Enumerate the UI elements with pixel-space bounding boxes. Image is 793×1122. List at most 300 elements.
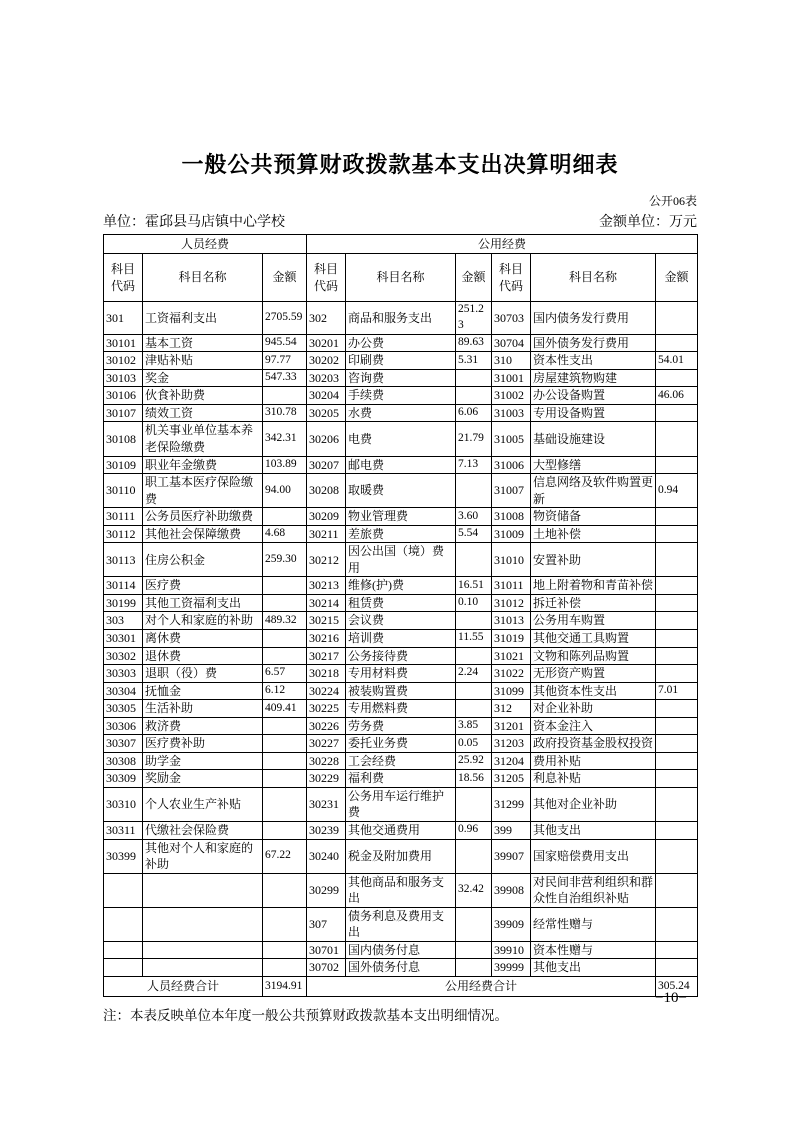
code-cell: 39908	[492, 873, 531, 907]
amount-cell: 0.96	[456, 822, 492, 840]
amount-cell	[656, 787, 698, 821]
amount-cell	[456, 839, 492, 873]
code-cell: 30703	[492, 302, 531, 335]
name-cell: 其他支出	[531, 822, 656, 840]
code-cell: 30202	[307, 352, 346, 370]
column-header-amount: 金额	[656, 254, 698, 302]
name-cell: 医疗费	[143, 577, 263, 595]
meta-row	[103, 211, 697, 231]
name-cell: 退休费	[143, 647, 263, 665]
amount-cell	[656, 456, 698, 474]
code-cell: 30113	[104, 543, 143, 577]
amount-cell: 310.78	[263, 404, 307, 422]
code-cell: 30108	[104, 422, 143, 456]
amount-cell: 6.06	[456, 404, 492, 422]
name-cell: 政府投资基金股权投资	[531, 735, 656, 753]
code-cell: 30114	[104, 577, 143, 595]
name-cell: 医疗费补助	[143, 735, 263, 753]
code-cell: 30305	[104, 700, 143, 718]
name-cell	[143, 941, 263, 959]
name-cell: 资本金注入	[531, 717, 656, 735]
code-cell: 30207	[307, 456, 346, 474]
page-number: −10−	[655, 990, 687, 1006]
name-cell: 经常性赠与	[531, 907, 656, 941]
name-cell: 取暖费	[346, 474, 456, 508]
code-cell: 30203	[307, 369, 346, 387]
table-row	[104, 787, 698, 821]
amount-cell: 251.23	[456, 302, 492, 335]
code-cell: 30311	[104, 822, 143, 840]
amount-cell	[263, 907, 307, 941]
amount-cell: 3.85	[456, 717, 492, 735]
amount-cell	[456, 474, 492, 508]
name-cell: 助学金	[143, 752, 263, 770]
code-cell: 31002	[492, 387, 531, 405]
amount-cell: 54.01	[656, 352, 698, 370]
code-cell: 30109	[104, 456, 143, 474]
code-cell	[104, 873, 143, 907]
code-cell: 302	[307, 302, 346, 335]
name-cell: 伙食补助费	[143, 387, 263, 405]
name-cell: 工资福利支出	[143, 302, 263, 335]
code-cell: 30107	[104, 404, 143, 422]
amount-cell: 945.54	[263, 334, 307, 352]
column-header-row	[104, 254, 698, 302]
code-cell: 31022	[492, 665, 531, 683]
name-cell: 资本性赠与	[531, 941, 656, 959]
table-row	[104, 334, 698, 352]
amount-cell	[456, 700, 492, 718]
amount-cell	[263, 787, 307, 821]
name-cell: 租赁费	[346, 594, 456, 612]
name-cell: 其他商品和服务支出	[346, 873, 456, 907]
name-cell: 奖励金	[143, 770, 263, 788]
amount-cell: 97.77	[263, 352, 307, 370]
table-row	[104, 630, 698, 648]
table-row	[104, 700, 698, 718]
page-title: 一般公共预算财政拨款基本支出决算明细表	[181, 152, 619, 177]
amount-cell	[263, 735, 307, 753]
amount-cell	[456, 787, 492, 821]
amount-cell	[263, 594, 307, 612]
code-cell: 30106	[104, 387, 143, 405]
code-cell: 310	[492, 352, 531, 370]
amount-cell	[263, 941, 307, 959]
table-row	[104, 647, 698, 665]
code-cell: 30301	[104, 630, 143, 648]
name-cell: 专用燃料费	[346, 700, 456, 718]
column-header-name: 科目名称	[531, 254, 656, 302]
amount-cell	[656, 752, 698, 770]
name-cell: 无形资产购置	[531, 665, 656, 683]
amount-cell	[656, 700, 698, 718]
amount-cell	[263, 959, 307, 977]
code-cell: 31099	[492, 682, 531, 700]
name-cell: 公务用车运行维护费	[346, 787, 456, 821]
amount-cell	[456, 907, 492, 941]
code-cell: 30110	[104, 474, 143, 508]
table-row	[104, 612, 698, 630]
name-cell: 绩效工资	[143, 404, 263, 422]
amount-cell	[263, 752, 307, 770]
table-row	[104, 543, 698, 577]
amount-cell	[656, 525, 698, 543]
name-cell: 维修(护)费	[346, 577, 456, 595]
name-cell: 国外债务付息	[346, 959, 456, 977]
amount-cell: 67.22	[263, 839, 307, 873]
amount-cell: 342.31	[263, 422, 307, 456]
name-cell: 电费	[346, 422, 456, 456]
amount-cell	[263, 717, 307, 735]
name-cell: 文物和陈列品购置	[531, 647, 656, 665]
code-cell: 31012	[492, 594, 531, 612]
code-cell: 30111	[104, 508, 143, 526]
table-row	[104, 404, 698, 422]
amount-cell	[656, 873, 698, 907]
table-row	[104, 717, 698, 735]
code-cell: 303	[104, 612, 143, 630]
code-cell: 30201	[307, 334, 346, 352]
amount-cell	[456, 612, 492, 630]
code-cell: 30227	[307, 735, 346, 753]
code-cell: 30309	[104, 770, 143, 788]
name-cell: 公务用车购置	[531, 612, 656, 630]
code-cell: 30224	[307, 682, 346, 700]
name-cell	[143, 907, 263, 941]
table-row	[104, 577, 698, 595]
name-cell: 物业管理费	[346, 508, 456, 526]
name-cell: 培训费	[346, 630, 456, 648]
amount-cell: 5.31	[456, 352, 492, 370]
name-cell: 信息网络及软件购置更新	[531, 474, 656, 508]
name-cell: 离休费	[143, 630, 263, 648]
name-cell: 生活补助	[143, 700, 263, 718]
name-cell: 津贴补贴	[143, 352, 263, 370]
name-cell: 咨询费	[346, 369, 456, 387]
amount-cell: 547.33	[263, 369, 307, 387]
expenditure-table	[103, 234, 698, 997]
code-cell: 312	[492, 700, 531, 718]
amount-cell	[263, 822, 307, 840]
table-row	[104, 959, 698, 977]
name-cell: 劳务费	[346, 717, 456, 735]
amount-cell: 0.10	[456, 594, 492, 612]
amount-cell	[456, 387, 492, 405]
amount-cell	[656, 594, 698, 612]
code-cell: 30112	[104, 525, 143, 543]
code-cell: 30212	[307, 543, 346, 577]
name-cell: 手续费	[346, 387, 456, 405]
table-row	[104, 369, 698, 387]
table-row	[104, 873, 698, 907]
amount-cell	[656, 822, 698, 840]
code-cell: 30303	[104, 665, 143, 683]
name-cell: 差旅费	[346, 525, 456, 543]
name-cell: 大型修缮	[531, 456, 656, 474]
form-number-label: 公开06表	[648, 194, 697, 208]
table-row	[104, 941, 698, 959]
column-header-code: 科目代码	[492, 254, 531, 302]
code-cell: 31201	[492, 717, 531, 735]
table-body	[104, 302, 698, 977]
amount-cell	[263, 508, 307, 526]
amount-cell: 18.56	[456, 770, 492, 788]
name-cell: 专用材料费	[346, 665, 456, 683]
name-cell: 代缴社会保险费	[143, 822, 263, 840]
name-cell: 对企业补助	[531, 700, 656, 718]
name-cell: 个人农业生产补贴	[143, 787, 263, 821]
code-cell: 30101	[104, 334, 143, 352]
name-cell	[143, 959, 263, 977]
code-cell: 31009	[492, 525, 531, 543]
name-cell: 国外债务发行费用	[531, 334, 656, 352]
code-cell: 31013	[492, 612, 531, 630]
public-total-value: 305.24	[656, 976, 698, 996]
amount-cell	[656, 959, 698, 977]
name-cell: 水费	[346, 404, 456, 422]
name-cell: 抚恤金	[143, 682, 263, 700]
amount-cell	[456, 959, 492, 977]
amount-cell: 103.89	[263, 456, 307, 474]
amount-cell	[656, 508, 698, 526]
code-cell: 31010	[492, 543, 531, 577]
amount-cell	[656, 404, 698, 422]
amount-cell	[656, 941, 698, 959]
amount-cell	[263, 647, 307, 665]
personnel-total-value: 3194.91	[263, 976, 307, 996]
amount-cell: 259.30	[263, 543, 307, 577]
column-header-amount: 金额	[456, 254, 492, 302]
name-cell: 其他交通费用	[346, 822, 456, 840]
name-cell: 债务利息及费用支出	[346, 907, 456, 941]
amount-cell	[656, 369, 698, 387]
name-cell: 土地补偿	[531, 525, 656, 543]
table-row	[104, 665, 698, 683]
amount-cell	[656, 422, 698, 456]
name-cell: 工会经费	[346, 752, 456, 770]
amount-cell	[656, 612, 698, 630]
name-cell: 专用设备购置	[531, 404, 656, 422]
code-cell: 30103	[104, 369, 143, 387]
amount-cell: 89.63	[456, 334, 492, 352]
amount-cell: 21.79	[456, 422, 492, 456]
code-cell: 31205	[492, 770, 531, 788]
code-cell: 30308	[104, 752, 143, 770]
code-cell: 30307	[104, 735, 143, 753]
amount-cell	[656, 334, 698, 352]
amount-cell	[656, 907, 698, 941]
code-cell: 30218	[307, 665, 346, 683]
name-cell	[143, 873, 263, 907]
name-cell: 职工基本医疗保险缴费	[143, 474, 263, 508]
name-cell: 委托业务费	[346, 735, 456, 753]
table-row	[104, 387, 698, 405]
amount-cell	[656, 770, 698, 788]
code-cell: 31299	[492, 787, 531, 821]
public-total-label: 公用经费合计	[307, 976, 656, 996]
code-cell: 31006	[492, 456, 531, 474]
name-cell: 税金及附加费用	[346, 839, 456, 873]
code-cell: 39907	[492, 839, 531, 873]
name-cell: 住房公积金	[143, 543, 263, 577]
code-cell: 30102	[104, 352, 143, 370]
table-row	[104, 682, 698, 700]
table-foot	[104, 976, 698, 996]
code-cell: 30228	[307, 752, 346, 770]
code-cell: 30206	[307, 422, 346, 456]
code-cell: 30204	[307, 387, 346, 405]
code-cell: 30239	[307, 822, 346, 840]
code-cell: 30310	[104, 787, 143, 821]
name-cell: 对民间非营利组织和群众性自治组织补贴	[531, 873, 656, 907]
amount-cell	[263, 630, 307, 648]
name-cell: 其他支出	[531, 959, 656, 977]
amount-cell	[656, 577, 698, 595]
column-header-code: 科目代码	[104, 254, 143, 302]
code-cell: 30299	[307, 873, 346, 907]
name-cell: 办公费	[346, 334, 456, 352]
name-cell: 因公出国（境）费用	[346, 543, 456, 577]
table-row	[104, 474, 698, 508]
column-header-code: 科目代码	[307, 254, 346, 302]
amount-cell	[456, 941, 492, 959]
name-cell: 机关事业单位基本养老保险缴费	[143, 422, 263, 456]
name-cell: 安置补助	[531, 543, 656, 577]
amount-cell: 46.06	[656, 387, 698, 405]
name-cell: 地上附着物和青苗补偿	[531, 577, 656, 595]
table-row	[104, 735, 698, 753]
page-content	[103, 0, 697, 1024]
group-header-row	[104, 235, 698, 254]
code-cell: 30225	[307, 700, 346, 718]
table-row	[104, 907, 698, 941]
code-cell: 399	[492, 822, 531, 840]
code-cell: 30702	[307, 959, 346, 977]
amount-cell: 7.13	[456, 456, 492, 474]
name-cell: 拆迁补偿	[531, 594, 656, 612]
code-cell: 30217	[307, 647, 346, 665]
name-cell: 救济费	[143, 717, 263, 735]
table-row	[104, 770, 698, 788]
code-cell: 30240	[307, 839, 346, 873]
amount-cell	[263, 770, 307, 788]
amount-cell: 25.92	[456, 752, 492, 770]
name-cell: 退职（役）费	[143, 665, 263, 683]
name-cell: 其他资本性支出	[531, 682, 656, 700]
name-cell: 其他对个人和家庭的补助	[143, 839, 263, 873]
column-header-name: 科目名称	[346, 254, 456, 302]
code-cell	[104, 959, 143, 977]
code-cell: 30211	[307, 525, 346, 543]
code-cell: 30208	[307, 474, 346, 508]
code-cell: 30704	[492, 334, 531, 352]
amount-cell	[656, 735, 698, 753]
code-cell: 307	[307, 907, 346, 941]
amount-cell	[656, 647, 698, 665]
code-cell: 30229	[307, 770, 346, 788]
name-cell: 印刷费	[346, 352, 456, 370]
code-cell: 30209	[307, 508, 346, 526]
code-cell: 31008	[492, 508, 531, 526]
amount-cell	[456, 647, 492, 665]
name-cell: 房屋建筑物购建	[531, 369, 656, 387]
name-cell: 基础设施建设	[531, 422, 656, 456]
name-cell: 公务员医疗补助缴费	[143, 508, 263, 526]
table-row	[104, 508, 698, 526]
name-cell: 利息补贴	[531, 770, 656, 788]
code-cell: 31019	[492, 630, 531, 648]
code-cell: 30205	[307, 404, 346, 422]
name-cell: 其他对企业补助	[531, 787, 656, 821]
code-cell	[104, 907, 143, 941]
name-cell: 办公设备购置	[531, 387, 656, 405]
amount-cell: 0.05	[456, 735, 492, 753]
amount-cell	[263, 873, 307, 907]
amount-cell: 0.94	[656, 474, 698, 508]
name-cell: 费用补贴	[531, 752, 656, 770]
code-cell: 31001	[492, 369, 531, 387]
table-row	[104, 422, 698, 456]
table-row	[104, 822, 698, 840]
table-note: 注：本表反映单位本年度一般公共预算财政拨款基本支出明细情况。	[103, 1007, 508, 1023]
code-cell: 31007	[492, 474, 531, 508]
amount-cell: 6.57	[263, 665, 307, 683]
name-cell: 福利费	[346, 770, 456, 788]
table-head	[104, 235, 698, 302]
name-cell: 物资储备	[531, 508, 656, 526]
table-row	[104, 839, 698, 873]
amount-cell	[656, 302, 698, 335]
unit-label: 单位：霍邱县马店镇中心学校	[103, 215, 285, 230]
code-cell: 30701	[307, 941, 346, 959]
code-cell: 31203	[492, 735, 531, 753]
amount-cell: 6.12	[263, 682, 307, 700]
code-cell: 30302	[104, 647, 143, 665]
name-cell: 国内债务发行费用	[531, 302, 656, 335]
name-cell: 奖金	[143, 369, 263, 387]
name-cell: 基本工资	[143, 334, 263, 352]
code-cell: 31021	[492, 647, 531, 665]
name-cell: 国家赔偿费用支出	[531, 839, 656, 873]
name-cell: 资本性支出	[531, 352, 656, 370]
amount-cell: 4.68	[263, 525, 307, 543]
group-header-personnel: 人员经费	[104, 235, 307, 254]
amount-cell	[656, 543, 698, 577]
name-cell: 会议费	[346, 612, 456, 630]
amount-cell: 5.54	[456, 525, 492, 543]
name-cell: 对个人和家庭的补助	[143, 612, 263, 630]
code-cell: 31011	[492, 577, 531, 595]
code-cell: 30199	[104, 594, 143, 612]
amount-cell: 16.51	[456, 577, 492, 595]
name-cell: 其他交通工具购置	[531, 630, 656, 648]
code-cell: 30216	[307, 630, 346, 648]
amount-cell: 409.41	[263, 700, 307, 718]
code-cell: 30215	[307, 612, 346, 630]
name-cell: 商品和服务支出	[346, 302, 456, 335]
column-header-name: 科目名称	[143, 254, 263, 302]
code-cell: 301	[104, 302, 143, 335]
code-cell: 31005	[492, 422, 531, 456]
total-row	[104, 976, 698, 996]
code-cell: 30399	[104, 839, 143, 873]
code-cell: 30214	[307, 594, 346, 612]
code-cell: 30231	[307, 787, 346, 821]
column-header-amount: 金额	[263, 254, 307, 302]
amount-cell	[656, 717, 698, 735]
code-cell: 30306	[104, 717, 143, 735]
amount-cell: 7.01	[656, 682, 698, 700]
